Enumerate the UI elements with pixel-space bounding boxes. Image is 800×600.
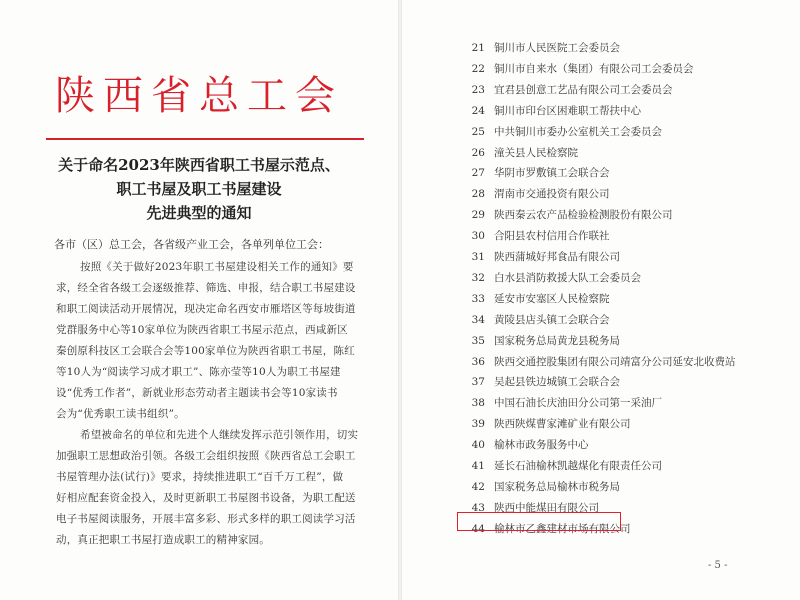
body-line: 党群服务中心等10家单位为陕西省职工书屋示范点，西咸新区 bbox=[56, 324, 348, 336]
list-item-name: 国家税务总局榆林市税务局 bbox=[494, 480, 620, 493]
list-item-number: 22 bbox=[471, 62, 485, 75]
body-line: 加强职工思想政治引领。各级工会组织按照《陕西省总工会职工 bbox=[56, 450, 356, 462]
list-item-number: 32 bbox=[471, 271, 485, 284]
list-item bbox=[463, 310, 610, 330]
list-item bbox=[463, 80, 673, 100]
list-item bbox=[463, 268, 641, 288]
list-item-number: 37 bbox=[471, 376, 485, 389]
list-item bbox=[463, 435, 589, 455]
list-item bbox=[463, 59, 694, 79]
list-item-name: 陕西交通控股集团有限公司靖富分公司延安北收费站 bbox=[494, 355, 736, 368]
list-item bbox=[463, 122, 662, 142]
list-item bbox=[463, 163, 610, 183]
list-item-number: 30 bbox=[471, 230, 485, 243]
notice-title bbox=[0, 153, 398, 225]
list-item-number: 34 bbox=[471, 313, 485, 326]
list-item-number: 28 bbox=[471, 188, 485, 201]
list-item-name: 陕西中能煤田有限公司 bbox=[494, 501, 599, 514]
list-item bbox=[463, 456, 662, 476]
list-item-number: 25 bbox=[471, 125, 485, 138]
list-item-number: 29 bbox=[471, 209, 485, 222]
body-line: 设“优秀工作者”，新就业形态劳动者主题读书会等10家读书 bbox=[56, 387, 338, 399]
list-item-number: 35 bbox=[471, 334, 485, 347]
list-item bbox=[463, 247, 620, 267]
list-item-name: 合阳县农村信用合作联社 bbox=[494, 230, 610, 243]
body-line: 等10人为“阅读学习成才职工”、陈亦莹等10人为职工书屋建 bbox=[56, 366, 341, 378]
list-item-number: 39 bbox=[471, 418, 485, 431]
list-item-name: 陕西秦云农产品检验检测股份有限公司 bbox=[494, 209, 673, 222]
list-item bbox=[463, 372, 620, 392]
body-line: 秦创原科技区工会联合会等100家单位为陕西省职工书屋，陈红 bbox=[56, 345, 355, 357]
list-item-name: 吴起县铁边城镇工会联合会 bbox=[494, 376, 620, 389]
list-item-name: 潼关县人民检察院 bbox=[494, 146, 578, 159]
body-line: 按照《关于做好2023年职工书屋建设相关工作的通知》要 bbox=[80, 261, 354, 273]
list-item-name: 华阴市罗敷镇工会联合会 bbox=[494, 167, 610, 180]
list-item-number: 27 bbox=[471, 167, 485, 180]
list-item-number: 43 bbox=[471, 501, 485, 514]
list-item-number: 38 bbox=[471, 397, 485, 410]
body-line: 和职工阅读活动开展情况，现决定命名西安市雁塔区等每坡街道 bbox=[56, 303, 356, 315]
list-item-number: 36 bbox=[471, 355, 485, 368]
highlight-box bbox=[457, 512, 621, 531]
list-item-number: 42 bbox=[471, 480, 485, 493]
notice-title-line: 职工书屋及职工书屋建设 bbox=[116, 180, 282, 198]
list-item bbox=[463, 205, 673, 225]
list-item-name: 榆林市政务服务中心 bbox=[494, 439, 589, 452]
left-page bbox=[0, 0, 398, 600]
list-item-number: 44 bbox=[471, 522, 485, 535]
salutation: 各市（区）总工会，各省级产业工会，各单列单位工会： bbox=[54, 238, 329, 251]
list-item-number: 26 bbox=[471, 146, 485, 159]
list-item-name: 延安市安塞区人民检察院 bbox=[494, 292, 610, 305]
list-item-number: 23 bbox=[471, 83, 485, 96]
list-item-number: 33 bbox=[471, 292, 485, 305]
body-line: 会为“优秀职工读书组织”。 bbox=[56, 408, 185, 420]
list-item-number: 41 bbox=[471, 460, 485, 472]
list-item bbox=[463, 143, 578, 163]
body-line: 求，经全省各级工会逐级推荐、筛选、申报，结合职工书屋建设 bbox=[56, 282, 356, 294]
list-item-name: 中共铜川市委办公室机关工会委员会 bbox=[494, 125, 662, 138]
list-item-name: 陕西蒲城好邦食品有限公司 bbox=[494, 251, 620, 263]
list-item-name: 榆林市乙鑫建材市场有限公司 bbox=[494, 522, 631, 535]
list-item-number: 40 bbox=[471, 439, 485, 452]
list-item-number: 21 bbox=[471, 42, 485, 54]
list-item-name: 渭南市交通投资有限公司 bbox=[494, 188, 610, 201]
body-line: 书屋管理办法(试行)》要求，持续推进职工“百千万工程”，做 bbox=[56, 471, 344, 483]
list-item-name: 白水县消防救援大队工会委员会 bbox=[494, 271, 641, 284]
list-item-name: 陕西陕煤曹家滩矿业有限公司 bbox=[494, 418, 631, 431]
body-line: 动，真正把职工书屋打造成职工的精神家园。 bbox=[56, 534, 270, 546]
list-item bbox=[463, 38, 620, 58]
list-item-name: 延长石油榆林凯越煤化有限责任公司 bbox=[494, 460, 662, 472]
list-item bbox=[463, 289, 610, 309]
list-item-name: 中国石油长庆油田分公司第一采油厂 bbox=[494, 397, 662, 410]
org-title: 陕西省总工会 bbox=[55, 73, 343, 119]
list-item-name: 铜川市人民医院工会委员会 bbox=[494, 42, 620, 54]
list-item bbox=[463, 331, 620, 351]
list-item bbox=[463, 184, 610, 204]
list-item-number: 24 bbox=[471, 104, 485, 117]
notice-title-line: 关于命名2023年陕西省职工书屋示范点、 bbox=[58, 156, 340, 174]
list-item-name: 黄陵县店头镇工会联合会 bbox=[494, 313, 610, 326]
notice-title-line: 先进典型的通知 bbox=[146, 204, 252, 222]
list-item-number: 31 bbox=[471, 251, 485, 263]
body-line: 好相应配套资金投入，及时更新职工书屋图书设备，为职工配送 bbox=[56, 492, 356, 504]
list-item bbox=[463, 226, 610, 246]
list-item bbox=[463, 414, 631, 434]
page-number: - 5 - bbox=[708, 560, 728, 571]
list-item bbox=[463, 477, 620, 497]
list-item-name: 铜川市印台区困难职工帮扶中心 bbox=[494, 104, 641, 117]
list-item bbox=[463, 101, 641, 121]
list-item bbox=[463, 393, 662, 413]
body-line: 希望被命名的单位和先进个人继续发挥示范引领作用，切实 bbox=[80, 429, 359, 441]
list-item-name: 宜君县创意工艺品有限公司工会委员会 bbox=[494, 83, 673, 96]
body-line: 电子书屋阅读服务，开展丰富多彩、形式多样的职工阅读学习活 bbox=[56, 513, 356, 525]
list-item-name: 国家税务总局黄龙县税务局 bbox=[494, 334, 620, 347]
list-item bbox=[463, 352, 736, 372]
red-divider bbox=[46, 138, 364, 140]
list-item-name: 铜川市自来水（集团）有限公司工会委员会 bbox=[494, 62, 694, 75]
